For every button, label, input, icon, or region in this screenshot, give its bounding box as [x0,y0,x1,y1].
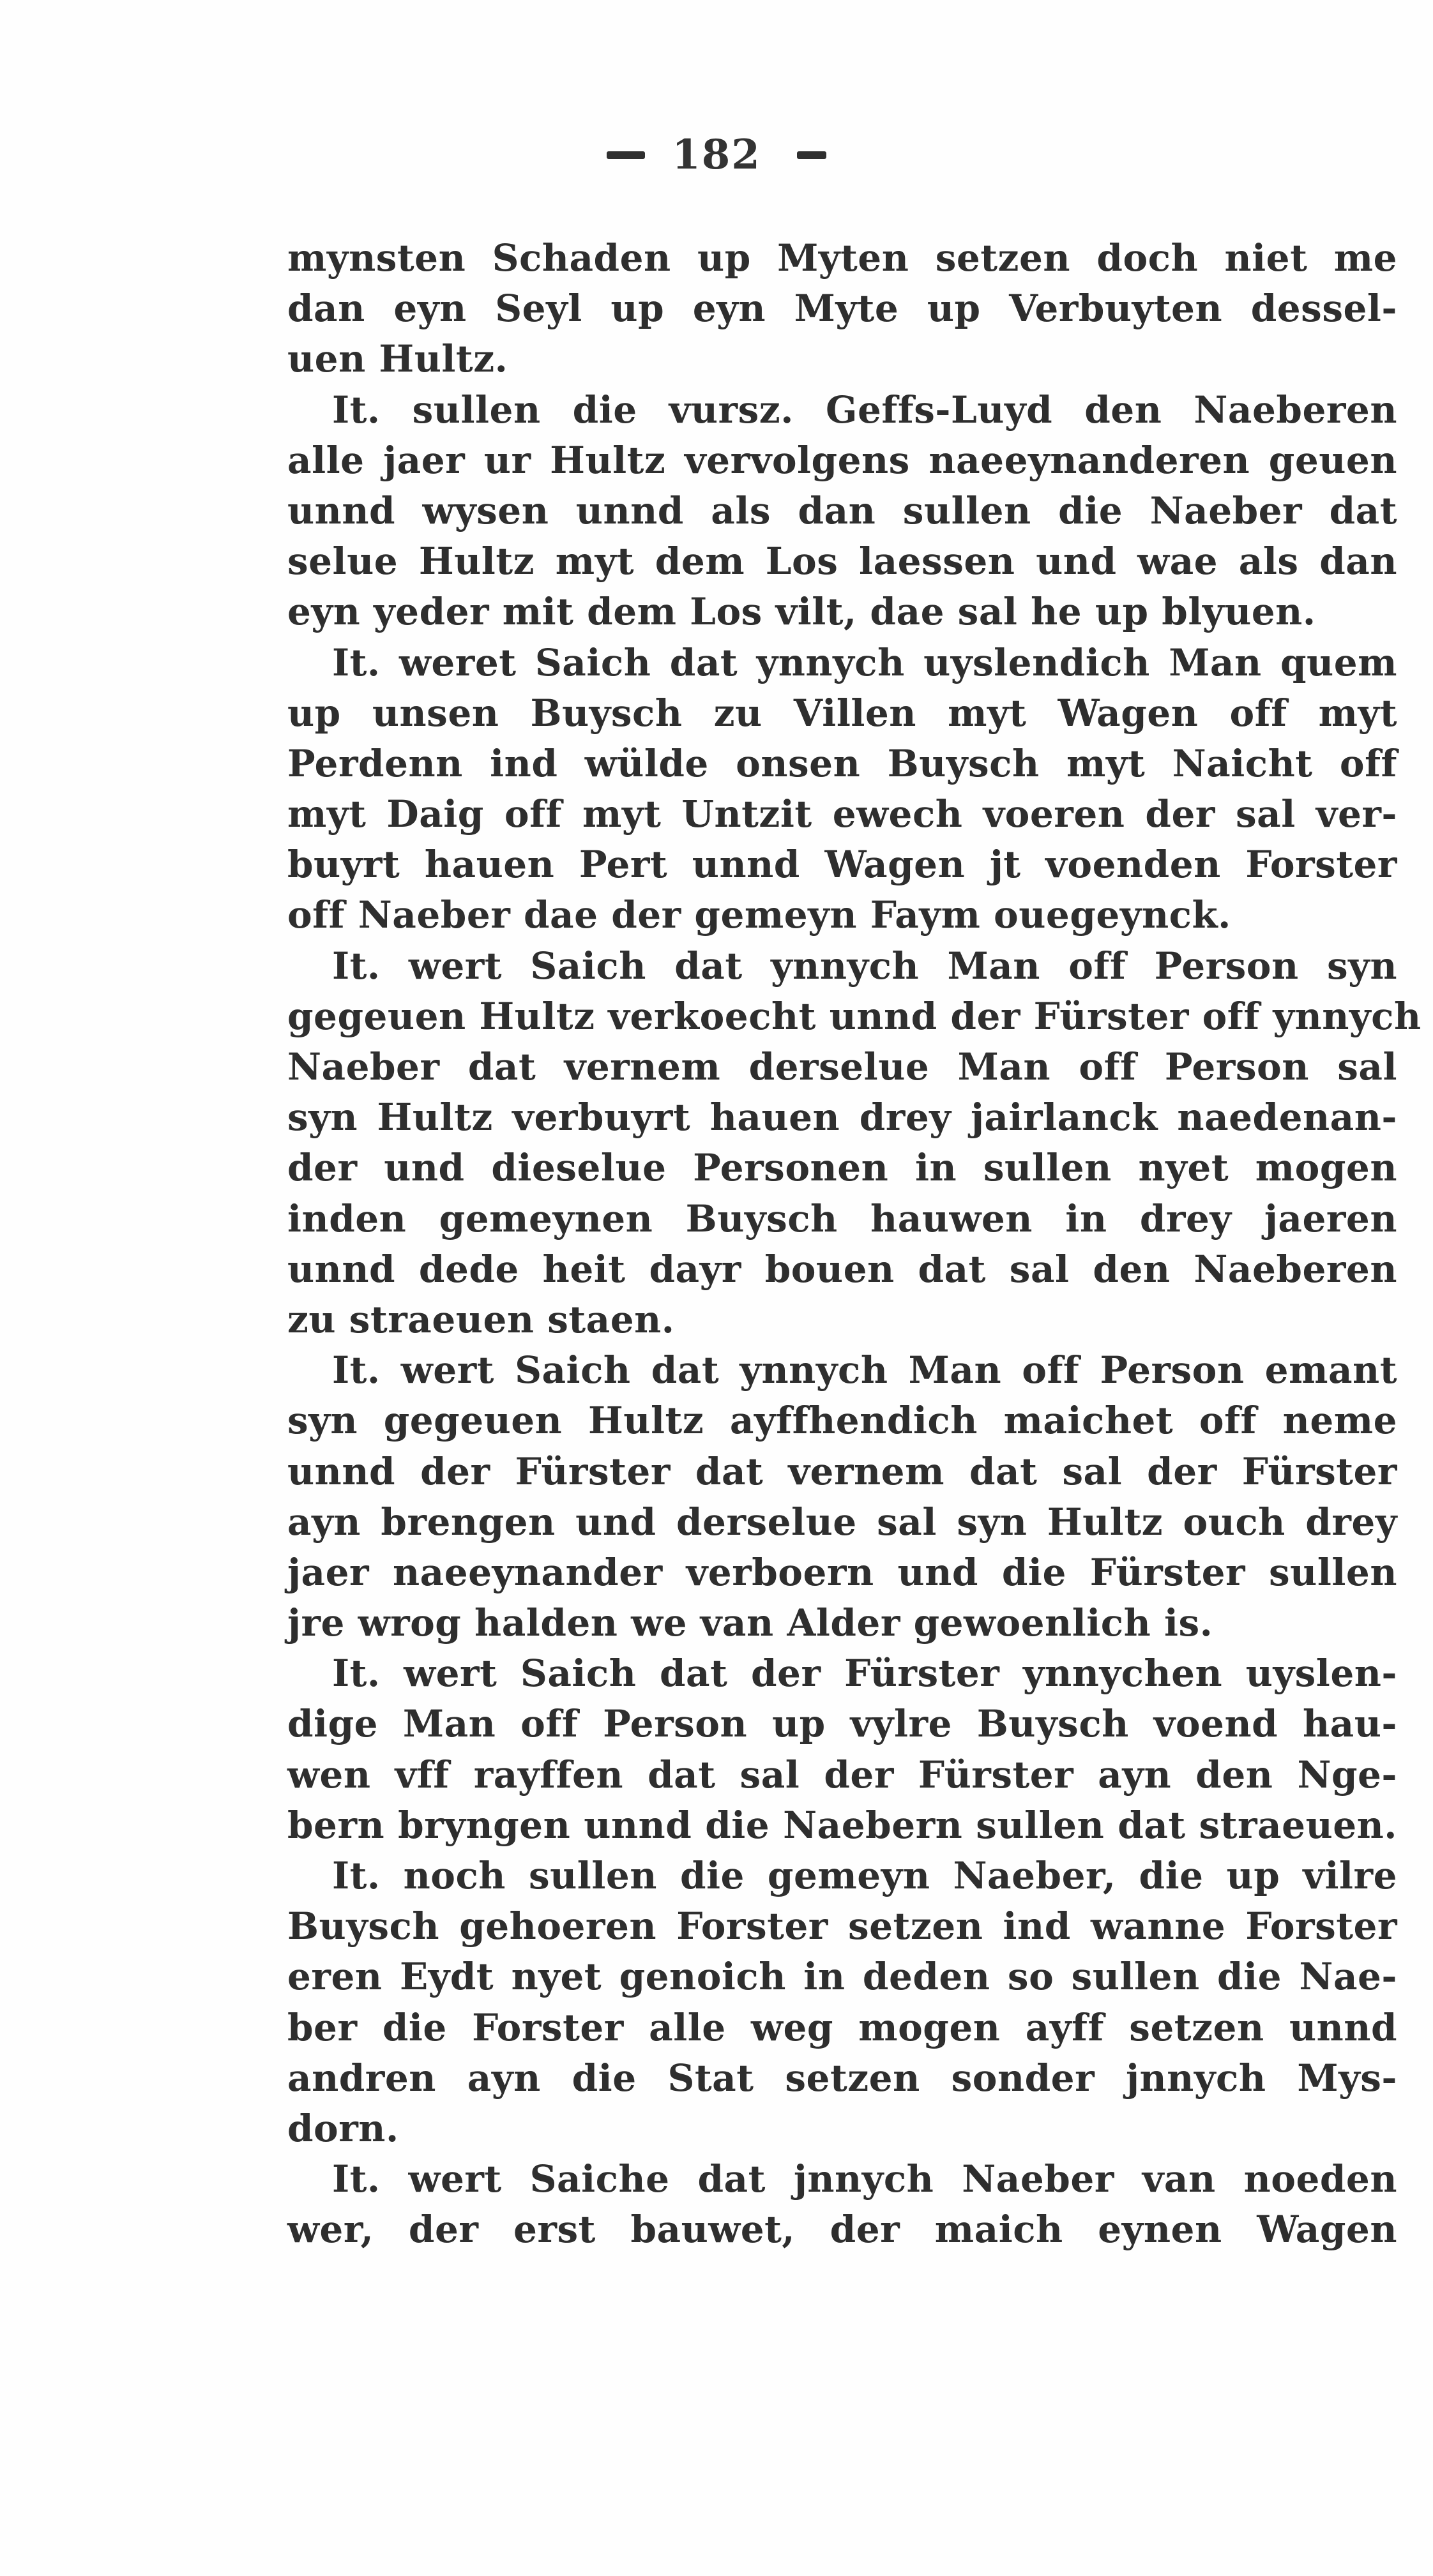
text-line: unnd wysen unnd als dan sullen die Naeber dat [287,488,1397,532]
text-line: ayn brengen und derselue sal syn Hultz ouch drey [287,1500,1397,1544]
text-line: wen vff rayffen dat sal der Fürster ayn den Nge- [287,1752,1397,1796]
text-line: alle jaer ur Hultz vervolgens naeeynanderen geuen [287,438,1397,482]
text-line: eren Eydt nyet genoich in deden so sullen die Nae- [287,1955,1397,1999]
text-line: unnd der Fürster dat vernem dat sal der Fürster [287,1449,1397,1493]
dash-right-ornament [797,151,826,159]
text-line: selue Hultz myt dem Los laessen und wae als dan [287,539,1397,584]
paragraph-start-line: It. wert Saich dat ynnych Man off Person syn [332,944,1397,988]
paragraph-start-line: It. wert Saich dat der Fürster ynnychen uyslen- [332,1652,1397,1696]
text-line: jre wrog halden we van Alder gewoenlich is. [287,1601,1213,1645]
text-line: up unsen Buysch zu Villen myt Wagen off myt [287,691,1397,735]
text-line: myt Daig off myt Untzit ewech voeren der sal ver- [287,792,1397,836]
text-line: unnd dede heit dayr bouen dat sal den Naeberen [287,1247,1397,1291]
text-line: uen Hultz. [287,337,508,381]
text-line: eyn yeder mit dem Los vilt, dae sal he up blyuen. [287,590,1316,634]
text-line: wer, der erst bauwet, der maich eynen Wagen [287,2208,1397,2252]
body-text [287,233,1422,2256]
paragraph-start-line: It. sullen die vursz. Geffs-Luyd den Naeberen [332,388,1397,432]
text-line: dan eyn Seyl up eyn Myte up Verbuyten dessel- [287,287,1397,331]
dash-left-ornament [607,151,645,159]
text-line: Naeber dat vernem derselue Man off Person sal [287,1045,1397,1088]
page-number: 182 [672,131,761,179]
text-line: bern bryngen unnd die Naebern sullen dat straeuen. [287,1803,1397,1847]
text-line: Buysch gehoeren Forster setzen ind wanne Forster [287,1904,1397,1948]
text-line: dorn. [287,2106,399,2150]
text-line: syn Hultz verbuyrt hauen drey jairlanck naedenan- [287,1096,1397,1140]
page-number-header [0,128,1433,179]
text-line: syn gegeuen Hultz ayffhendich maichet off neme [287,1399,1397,1443]
text-line: mynsten Schaden up Myten setzen doch niet me [287,236,1397,280]
text-line: off Naeber dae der gemeyn Faym ouegeynck. [287,893,1231,937]
text-line: inden gemeynen Buysch hauwen in drey jaeren [287,1196,1397,1240]
paragraph-start-line: It. wert Saiche dat jnnych Naeber van noeden [332,2157,1397,2201]
text-line: ber die Forster alle weg mogen ayff setzen unnd [287,2005,1397,2049]
text-line: zu straeuen staen. [287,1297,675,1341]
paragraph-start-line: It. weret Saich dat ynnych uyslendich Man quem [332,640,1397,684]
text-line: andren ayn die Stat setzen sonder jnnych Mys- [287,2056,1397,2100]
text-line: Perdenn ind wülde onsen Buysch myt Naicht off [287,741,1397,785]
paragraph-start-line: It. noch sullen die gemeyn Naeber, die up vilre [332,1854,1397,1897]
paragraph-start-line: It. wert Saich dat ynnych Man off Person emant [332,1348,1397,1392]
text-line: dige Man off Person up vylre Buysch voend hau- [287,1702,1397,1746]
text-line: der und dieselue Personen in sullen nyet mogen [287,1146,1397,1190]
text-line: buyrt hauen Pert unnd Wagen jt voenden Forster [287,843,1397,887]
text-line: jaer naeeynander verboern und die Fürster sullen [287,1550,1397,1594]
text-line: gegeuen Hultz verkoecht unnd der Fürster off ynnych [287,994,1422,1038]
